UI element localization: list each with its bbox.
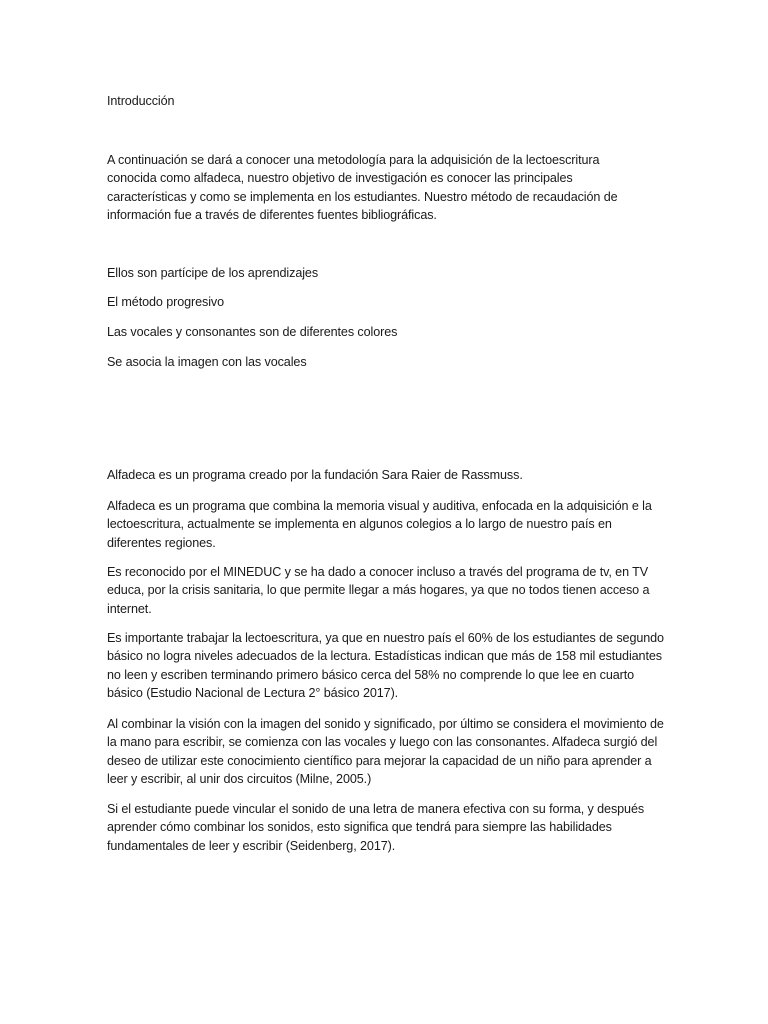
body-paragraph: Alfadeca es un programa creado por la fundación Sara Raier de Rassmuss. — [107, 468, 523, 482]
point-item: Las vocales y consonantes son de diferentes colores — [107, 325, 398, 339]
body-paragraph: Alfadeca es un programa que combina la memoria visual y auditiva, enfocada en la adquisición e la lectoescritura, actualmente se implementa en algunos colegios a lo largo de nuestro país en diferentes regiones. — [107, 499, 652, 550]
body-paragraph: Es importante trabajar la lectoescritura, ya que en nuestro país el 60% de los estudiantes de segundo básico no logra niveles adecuados de la lectura. Estadísticas indican que más de 158 mil estudiantes no leen y escriben terminando primero básico cerca del 58% no comprende lo que lee en cuarto básico (Estudio Nacional de Lectura 2° básico 2017). — [107, 631, 664, 701]
point-item: Ellos son partícipe de los aprendizajes — [107, 266, 319, 280]
page-title: Introducción — [107, 94, 175, 108]
body-paragraph: Al combinar la visión con la imagen del sonido y significado, por último se considera el movimiento de la mano para escribir, se comienza con las vocales y luego con las consonantes. Alfadeca surgió del deseo de utilizar este conocimiento científico para mejorar la capacidad de un niño para aprender a leer y escribir, al unir dos circuitos (Milne, 2005.) — [107, 717, 664, 787]
point-item: El método progresivo — [107, 295, 225, 309]
body-paragraph: Si el estudiante puede vincular el sonido de una letra de manera efectiva con su forma, y después aprender cómo combinar los sonidos, esto significa que tendrá para siempre las habilidades fundamentales de leer y escribir (Seidenberg, 2017). — [107, 802, 645, 853]
point-item: Se asocia la imagen con las vocales — [107, 355, 307, 369]
body-paragraph: Es reconocido por el MINEDUC y se ha dado a conocer incluso a través del programa de tv, en TV educa, por la crisis sanitaria, lo que permite llegar a más hogares, ya que no todos tienen acceso a internet. — [107, 565, 650, 616]
intro-paragraph: A continuación se dará a conocer una metodología para la adquisición de la lectoescritura conocida como alfadeca, nuestro objetivo de investigación es conocer las principales características y como se implementa en los estudiantes. Nuestro método de recaudación de información fue a través de diferentes fuentes bibliográficas. — [107, 153, 618, 223]
